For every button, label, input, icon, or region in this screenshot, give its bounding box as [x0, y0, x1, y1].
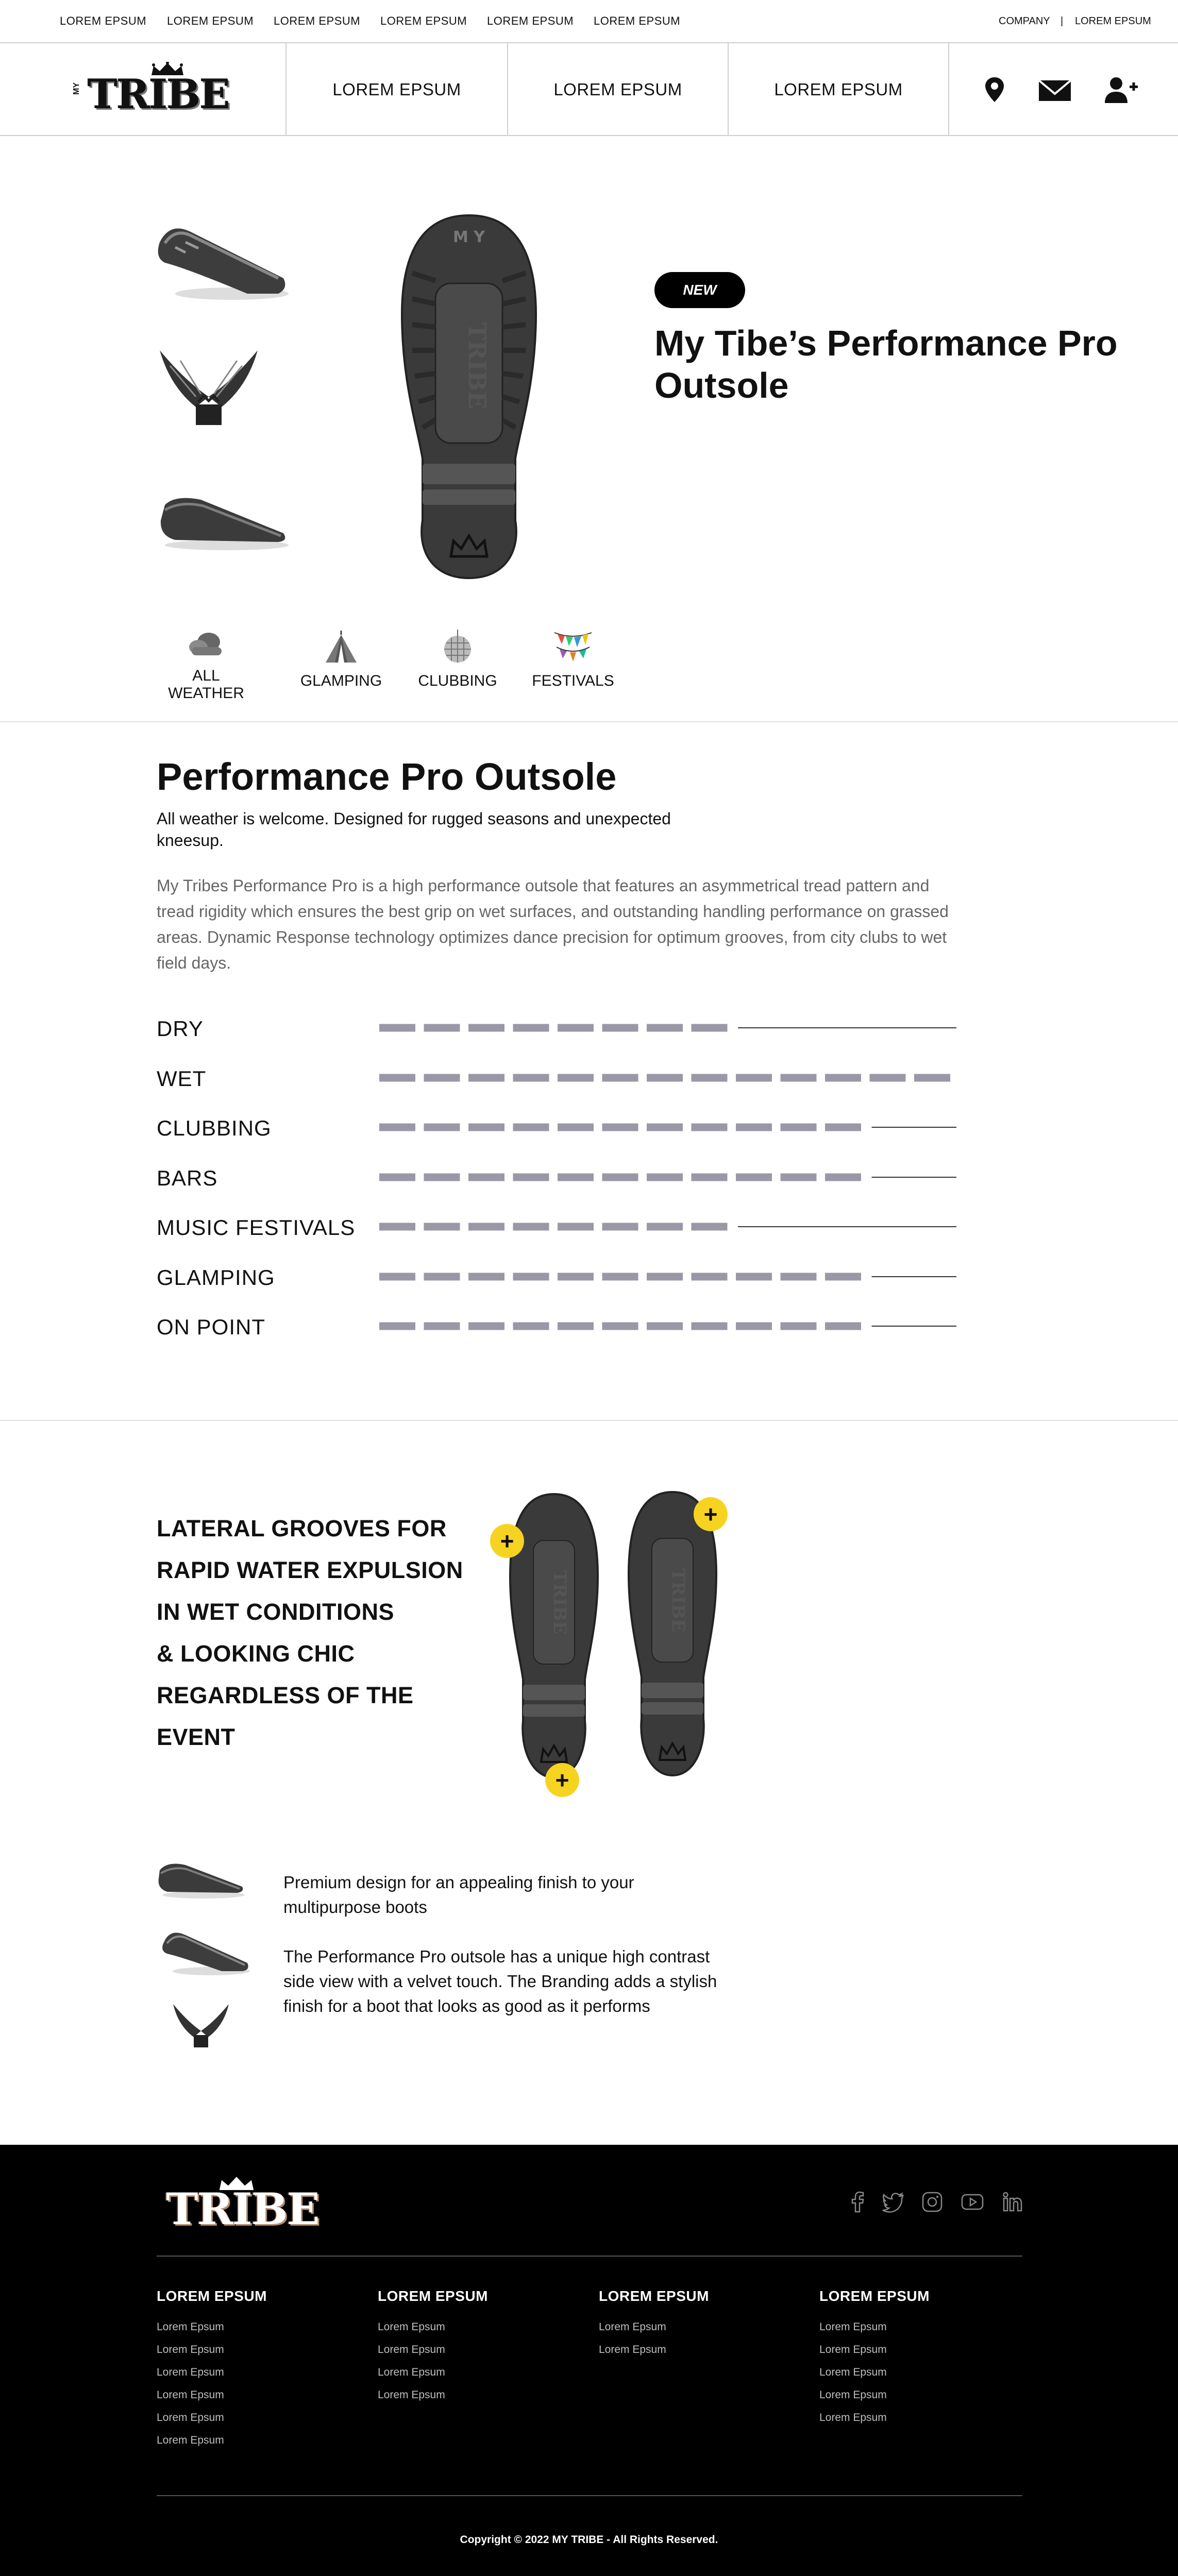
- rating-segment: [602, 1223, 638, 1231]
- rating-label: WET: [157, 1066, 207, 1091]
- rating-row: [157, 1112, 955, 1143]
- footer-divider: [157, 2256, 1022, 2257]
- rating-meter: [377, 1012, 960, 1043]
- performance-description: My Tribes Performance Pro is a high performance outsole that features an asymmetrical tread pattern and tread rigidity which ensures the best grip on wet surfaces, and outstanding handling performance on grassed areas. Dynamic Response technology optimizes dance precision for optimum grooves, from city clubs to wet field days.: [157, 876, 949, 972]
- rating-segment: [781, 1173, 817, 1181]
- rating-segment: [513, 1323, 549, 1330]
- activity-glamping[interactable]: [290, 629, 393, 690]
- rating-segment: [379, 1124, 415, 1131]
- rating-segment: [736, 1173, 772, 1181]
- footer-link[interactable]: Lorem Epsum: [157, 2434, 224, 2446]
- feature-thumb-angle: [160, 1922, 253, 1978]
- footer-column: [599, 2288, 795, 2361]
- rating-segment: [647, 1124, 683, 1131]
- rating-segment: [602, 1124, 638, 1131]
- activity-clubbing[interactable]: [406, 629, 509, 690]
- rating-segment: [692, 1223, 728, 1231]
- rating-segment: [513, 1124, 549, 1131]
- lateral-line: REGARDLESS OF THE: [157, 1682, 414, 1708]
- rating-segment: [379, 1273, 415, 1280]
- top-link[interactable]: LOREM EPSUM: [274, 14, 361, 27]
- footer-link[interactable]: Lorem Epsum: [157, 2389, 224, 2401]
- location-pin-icon[interactable]: [979, 74, 1010, 105]
- rating-meter: [377, 1211, 960, 1242]
- footer-link[interactable]: Lorem Epsum: [157, 2344, 224, 2355]
- rating-segment: [825, 1323, 861, 1330]
- rating-segment: [558, 1323, 594, 1330]
- rating-label: ON POINT: [157, 1315, 266, 1339]
- lateral-line: IN WET CONDITIONS: [157, 1599, 394, 1625]
- performance-title: Performance Pro Outsole: [157, 755, 617, 798]
- footer-divider: [157, 2495, 1022, 2496]
- rating-segment: [602, 1074, 638, 1081]
- instagram-icon[interactable]: [920, 2190, 944, 2214]
- footer-column: [819, 2288, 1015, 2429]
- top-right-link[interactable]: LOREM EPSUM: [1075, 15, 1151, 27]
- rating-meter: [377, 1261, 960, 1292]
- rating-segment: [424, 1273, 460, 1280]
- activity-all-weather[interactable]: [155, 629, 258, 702]
- main-outsole-image: [392, 211, 546, 582]
- rating-label: MUSIC FESTIVALS: [157, 1215, 356, 1240]
- rating-segment: [781, 1074, 817, 1081]
- footer-link[interactable]: Lorem Epsum: [819, 2389, 887, 2401]
- footer-link[interactable]: Lorem Epsum: [157, 2412, 224, 2424]
- rating-segment: [513, 1074, 549, 1081]
- rating-segment: [647, 1323, 683, 1330]
- rating-meter: [377, 1112, 960, 1143]
- rating-row: [157, 1012, 955, 1043]
- rating-segment: [781, 1323, 817, 1330]
- top-separator: |: [1061, 15, 1064, 27]
- youtube-icon[interactable]: [961, 2190, 984, 2214]
- rating-segment: [825, 1124, 861, 1131]
- hotspot-button[interactable]: +: [490, 1524, 524, 1558]
- rating-segment: [468, 1173, 504, 1181]
- rating-segment: [647, 1223, 683, 1231]
- svg-text:TRIBE: TRIBE: [549, 1570, 570, 1635]
- footer-link[interactable]: Lorem Epsum: [378, 2366, 445, 2378]
- rating-segment: [424, 1024, 460, 1032]
- footer-link[interactable]: Lorem Epsum: [599, 2344, 666, 2355]
- bunting-icon: [552, 629, 594, 665]
- hotspot-button[interactable]: +: [545, 1763, 579, 1797]
- lateral-line: & LOOKING CHIC: [157, 1640, 355, 1667]
- rating-row: [157, 1062, 955, 1093]
- footer-column: [157, 2288, 352, 2452]
- hotspot-button[interactable]: +: [694, 1497, 728, 1531]
- mail-icon[interactable]: [1037, 74, 1073, 105]
- top-link[interactable]: LOREM EPSUM: [380, 14, 467, 27]
- rating-segment: [558, 1074, 594, 1081]
- rating-segment: [736, 1074, 772, 1081]
- nav-item[interactable]: LOREM EPSUM: [728, 43, 948, 136]
- rating-segment: [692, 1024, 728, 1032]
- feature-text: The Performance Pro outsole has a unique high contrast side view with a velvet touch. The Branding adds a stylish finish for a boot that looks as good as it performs: [283, 1947, 717, 2015]
- footer-link[interactable]: Lorem Epsum: [157, 2366, 224, 2378]
- section-divider: [0, 721, 1178, 722]
- site-footer: [0, 2145, 1178, 2576]
- top-link[interactable]: LOREM EPSUM: [487, 14, 574, 27]
- footer-link[interactable]: Lorem Epsum: [819, 2344, 887, 2355]
- rating-segment: [692, 1323, 728, 1330]
- brand-logo[interactable]: [72, 62, 229, 118]
- svg-text:TRIBE: TRIBE: [668, 1568, 688, 1633]
- lateral-line: LATERAL GROOVES FOR: [157, 1515, 447, 1541]
- rating-segment: [468, 1223, 504, 1231]
- rating-segment: [602, 1173, 638, 1181]
- footer-link[interactable]: Lorem Epsum: [599, 2321, 666, 2333]
- rating-segment: [468, 1124, 504, 1131]
- cloud-icon: [186, 629, 227, 659]
- top-utility-bar: [0, 0, 1178, 43]
- rating-meter: [377, 1062, 960, 1093]
- add-user-icon[interactable]: [1103, 74, 1139, 105]
- footer-column: [378, 2288, 574, 2406]
- rating-segment: [558, 1273, 594, 1280]
- company-link[interactable]: COMPANY: [999, 15, 1050, 27]
- rating-segment: [379, 1223, 415, 1231]
- rating-segment: [468, 1273, 504, 1280]
- rating-segment: [647, 1273, 683, 1280]
- rating-segment: [692, 1074, 728, 1081]
- activity-label: GLAMPING: [300, 672, 382, 689]
- rating-segment: [468, 1074, 504, 1081]
- rating-segment: [379, 1173, 415, 1181]
- rating-segment: [468, 1323, 504, 1330]
- footer-column-heading: LOREM EPSUM: [819, 2288, 930, 2304]
- rating-segment: [602, 1024, 638, 1032]
- disco-ball-icon: [437, 629, 478, 665]
- tent-icon: [321, 629, 362, 665]
- rating-segment: [736, 1273, 772, 1280]
- footer-link[interactable]: Lorem Epsum: [378, 2321, 445, 2333]
- nav-item[interactable]: LOREM EPSUM: [285, 43, 507, 136]
- rating-segment: [781, 1124, 817, 1131]
- logo-wordmark: TRIBE: [88, 71, 229, 118]
- rating-segment: [379, 1074, 415, 1081]
- rating-segment: [424, 1223, 460, 1231]
- rating-segment: [825, 1273, 861, 1280]
- lateral-line: EVENT: [157, 1724, 235, 1750]
- copyright-text: Copyright © 2022 MY TRIBE - All Rights Reserved.: [460, 2534, 718, 2546]
- footer-link[interactable]: Lorem Epsum: [819, 2412, 887, 2424]
- rating-segment: [781, 1273, 817, 1280]
- twitter-icon[interactable]: [881, 2190, 905, 2214]
- footer-column-heading: LOREM EPSUM: [378, 2288, 488, 2304]
- rating-segment: [692, 1273, 728, 1280]
- rating-segment: [736, 1124, 772, 1131]
- lateral-grooves-heading: [157, 1507, 466, 1758]
- outsole-pair-image: [495, 1489, 737, 1783]
- activity-label: CLUBBING: [418, 672, 497, 689]
- rating-segment: [513, 1024, 549, 1032]
- rating-segment: [468, 1024, 504, 1032]
- rating-row: [157, 1261, 955, 1292]
- top-link[interactable]: LOREM EPSUM: [167, 14, 254, 27]
- rating-segment: [558, 1173, 594, 1181]
- facebook-icon[interactable]: [846, 2190, 870, 2214]
- lateral-line: RAPID WATER EXPULSION: [157, 1557, 463, 1583]
- footer-logo[interactable]: [157, 2176, 332, 2232]
- feature-text: Premium design for an appealing finish to your multipurpose boots: [283, 1873, 634, 1917]
- footer-column-heading: LOREM EPSUM: [599, 2288, 709, 2304]
- rating-segment: [513, 1173, 549, 1181]
- activity-label: ALL WEATHER: [168, 667, 244, 702]
- feature-thumb-wings: [170, 1999, 232, 2056]
- rating-label: GLAMPING: [157, 1265, 275, 1290]
- rating-segment: [736, 1323, 772, 1330]
- rating-segment: [424, 1074, 460, 1081]
- footer-link[interactable]: Lorem Epsum: [378, 2389, 445, 2401]
- rating-label: DRY: [157, 1016, 204, 1041]
- nav-item[interactable]: LOREM EPSUM: [507, 43, 728, 136]
- new-badge: NEW: [654, 272, 745, 308]
- feature-thumb-side: [155, 1855, 247, 1901]
- rating-segment: [602, 1273, 638, 1280]
- svg-text:TRIBE: TRIBE: [463, 323, 491, 409]
- rating-meter: [377, 1162, 960, 1193]
- rating-segment: [558, 1223, 594, 1231]
- thumbnail-sole-angle[interactable]: [155, 211, 294, 309]
- activity-festivals[interactable]: [521, 629, 625, 690]
- performance-subtitle: All weather is welcome. Designed for rugged seasons and unexpected kneesup.: [157, 809, 671, 850]
- rating-label: BARS: [157, 1165, 218, 1190]
- rating-label: CLUBBING: [157, 1116, 272, 1140]
- product-title: My Tibe’s Performance Pro Outsole: [654, 323, 1118, 405]
- rating-segment: [825, 1074, 861, 1081]
- thumbnail-wings-logo[interactable]: [155, 340, 263, 438]
- rating-row: [157, 1311, 955, 1342]
- rating-segment: [602, 1323, 638, 1330]
- logo-my-text: MY: [72, 82, 81, 95]
- activity-label: FESTIVALS: [532, 672, 614, 689]
- rating-segment: [558, 1024, 594, 1032]
- rating-segment: [513, 1223, 549, 1231]
- rating-row: [157, 1162, 955, 1193]
- rating-segment: [558, 1124, 594, 1131]
- rating-segment: [692, 1173, 728, 1181]
- rating-segment: [647, 1024, 683, 1032]
- rating-segment: [647, 1074, 683, 1081]
- rating-segment: [647, 1173, 683, 1181]
- section-divider: [0, 1420, 1178, 1421]
- footer-column-heading: LOREM EPSUM: [157, 2288, 267, 2304]
- rating-segment: [513, 1273, 549, 1280]
- footer-link[interactable]: Lorem Epsum: [378, 2344, 445, 2355]
- rating-segment: [424, 1173, 460, 1181]
- footer-link[interactable]: Lorem Epsum: [819, 2321, 887, 2333]
- thumbnail-sole-side[interactable]: [155, 484, 294, 556]
- rating-segment: [379, 1323, 415, 1330]
- main-header: [0, 43, 1178, 136]
- rating-segment: [692, 1124, 728, 1131]
- rating-segment: [379, 1024, 415, 1032]
- rating-segment: [914, 1074, 950, 1081]
- rating-segment: [870, 1074, 906, 1081]
- top-link[interactable]: LOREM EPSUM: [594, 14, 681, 27]
- linkedin-icon[interactable]: [1001, 2190, 1024, 2214]
- footer-link[interactable]: Lorem Epsum: [157, 2321, 224, 2333]
- top-link[interactable]: LOREM EPSUM: [60, 14, 147, 27]
- rating-segment: [825, 1173, 861, 1181]
- svg-text:M Y: M Y: [452, 228, 485, 246]
- footer-link[interactable]: Lorem Epsum: [819, 2366, 887, 2378]
- rating-meter: [377, 1311, 960, 1342]
- rating-segment: [424, 1124, 460, 1131]
- rating-row: [157, 1211, 955, 1242]
- rating-segment: [424, 1323, 460, 1330]
- footer-logo-wordmark: TRIBE: [166, 2183, 319, 2234]
